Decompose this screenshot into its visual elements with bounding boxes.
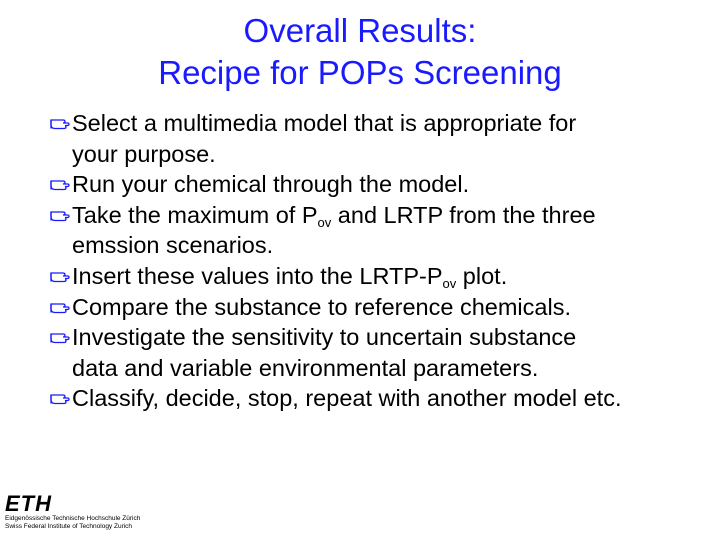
pointing-hand-icon: [50, 391, 70, 405]
bullet-text: [72, 202, 596, 228]
bullet-text: Investigate the sensitivity to uncertain substance: [72, 324, 577, 351]
pointing-hand-icon: [50, 177, 70, 191]
subscript-ov: ov: [317, 214, 332, 230]
eth-logo-line-2: Swiss Federal Institute of Technology Zurich: [5, 523, 133, 530]
subscript-ov: ov: [442, 275, 457, 291]
bullet-item: [50, 322, 710, 383]
bullet-item: [50, 108, 710, 169]
eth-logo: [5, 493, 205, 537]
title-line-2: Recipe for POPs Screening: [158, 54, 562, 91]
bullet-item: [50, 292, 710, 323]
bullet-text-post: and LRTP from the three: [331, 201, 596, 228]
pointing-hand-icon: [50, 330, 70, 344]
bullet-item: [50, 169, 710, 200]
bullet-item: [50, 261, 710, 292]
bullet-text-post: plot.: [456, 262, 508, 289]
bullet-text-continued: data and variable environmental parameters.: [72, 354, 539, 381]
pointing-hand-icon: [50, 116, 70, 130]
bullet-text-pre: Insert these values into the LRTP-P: [72, 262, 443, 289]
bullet-item: [50, 383, 710, 414]
bullet-text: Classify, decide, stop, repeat with another model etc.: [72, 385, 622, 412]
pointing-hand-icon: [50, 269, 70, 283]
bullet-text: Run your chemical through the model.: [72, 171, 470, 198]
bullet-text-continued: your purpose.: [72, 140, 216, 167]
bullet-item: [50, 200, 710, 261]
bullet-text: Select a multimedia model that is appropriate for: [72, 110, 577, 136]
bullet-text-pre: Take the maximum of P: [72, 201, 318, 228]
eth-logo-mark: ETH: [5, 491, 52, 516]
pointing-hand-icon: [50, 208, 70, 222]
title-line-1: Overall Results:: [243, 12, 477, 49]
bullet-text-continued: emssion scenarios.: [72, 232, 274, 259]
bullet-text: [72, 263, 507, 289]
eth-logo-line-1: Eidgenössische Technische Hochschule Zürich: [5, 515, 141, 522]
bullet-text: Compare the substance to reference chemicals.: [72, 293, 571, 320]
slide-title: [0, 10, 720, 94]
pointing-hand-icon: [50, 300, 70, 314]
bullet-list: [50, 108, 710, 414]
